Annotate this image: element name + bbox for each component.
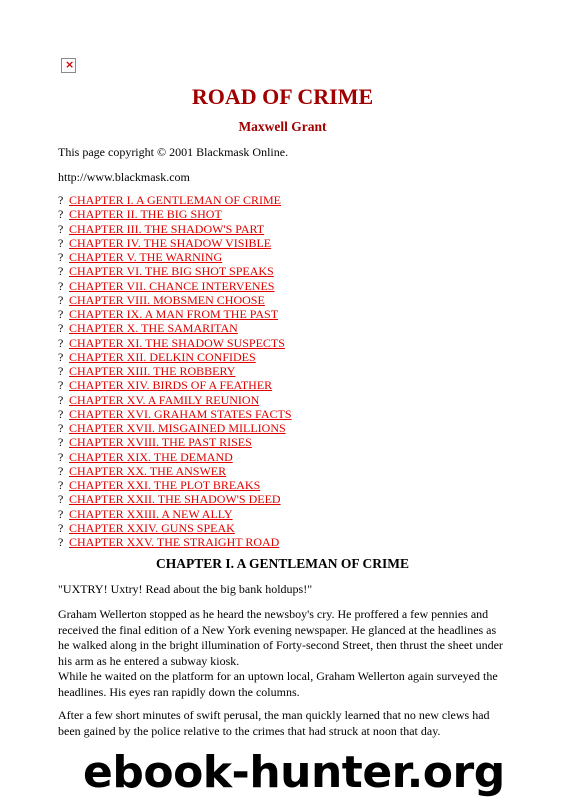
toc-bullet: ? xyxy=(58,264,64,279)
toc-link-chapter-17[interactable]: CHAPTER XVII. MISGAINED MILLIONS xyxy=(69,421,286,435)
toc-bullet: ? xyxy=(58,221,64,236)
source-url: http://www.blackmask.com xyxy=(58,170,190,184)
toc-link-chapter-25[interactable]: CHAPTER XXV. THE STRAIGHT ROAD xyxy=(69,535,280,549)
toc-link-chapter-5[interactable]: CHAPTER V. THE WARNING xyxy=(69,250,223,264)
toc-bullet: ? xyxy=(58,207,64,222)
body-paragraph: After a few short minutes of swift perusal, the man quickly learned that no new clews had been gained by the police relative to the crimes that had struck at noon that day. xyxy=(58,708,490,738)
toc-bullet: ? xyxy=(58,492,64,507)
toc-item xyxy=(58,393,292,407)
toc-bullet: ? xyxy=(58,406,64,421)
toc-link-chapter-11[interactable]: CHAPTER XI. THE SHADOW SUSPECTS xyxy=(69,335,285,350)
chapter-heading: CHAPTER I. A GENTLEMAN OF CRIME xyxy=(155,556,410,571)
toc-item xyxy=(58,521,292,535)
toc-item xyxy=(58,279,292,293)
broken-image-icon xyxy=(61,58,76,73)
toc-item xyxy=(58,364,292,378)
toc-item xyxy=(58,350,292,364)
toc-item xyxy=(58,450,292,464)
toc-bullet: ? xyxy=(58,535,64,549)
body-paragraph: While he waited on the platform for an uptown local, Graham Wellerton again surveyed the headlines. His eyes ran rapidly down the columns. xyxy=(58,669,498,699)
toc-bullet: ? xyxy=(58,278,64,293)
toc-item xyxy=(58,222,292,236)
toc-link-chapter-18[interactable]: CHAPTER XVIII. THE PAST RISES xyxy=(69,435,252,450)
toc-bullet: ? xyxy=(58,235,64,250)
toc-link-chapter-3[interactable]: CHAPTER III. THE SHADOW'S PART xyxy=(69,221,265,236)
toc-item xyxy=(58,464,292,478)
toc-item xyxy=(58,264,292,278)
toc-link-chapter-23[interactable]: CHAPTER XXIII. A NEW ALLY xyxy=(69,506,233,521)
toc-link-chapter-22[interactable]: CHAPTER XXII. THE SHADOW'S DEED xyxy=(69,492,281,507)
toc-item xyxy=(58,236,292,250)
toc-link-chapter-21[interactable]: CHAPTER XXI. THE PLOT BREAKS xyxy=(69,478,261,492)
toc-item xyxy=(58,507,292,521)
toc-bullet: ? xyxy=(58,364,64,378)
toc-item xyxy=(58,321,292,335)
toc-bullet: ? xyxy=(58,520,64,535)
toc-item xyxy=(58,492,292,506)
toc-bullet: ? xyxy=(58,307,64,321)
page-title: ROAD OF CRIME xyxy=(191,84,374,109)
toc-bullet: ? xyxy=(58,193,64,207)
toc-item xyxy=(58,336,292,350)
watermark-text: ebook-hunter.org xyxy=(83,747,505,798)
toc-link-chapter-24[interactable]: CHAPTER XXIV. GUNS SPEAK xyxy=(69,520,235,535)
toc-link-chapter-19[interactable]: CHAPTER XIX. THE DEMAND xyxy=(69,449,233,464)
toc-link-chapter-16[interactable]: CHAPTER XVI. GRAHAM STATES FACTS xyxy=(69,406,292,421)
toc-bullet: ? xyxy=(58,435,64,450)
toc-bullet: ? xyxy=(58,349,64,364)
copyright-notice: This page copyright © 2001 Blackmask Online. xyxy=(58,145,289,159)
toc-item xyxy=(58,535,292,549)
toc-bullet: ? xyxy=(58,378,64,393)
toc-item xyxy=(58,435,292,449)
toc-item xyxy=(58,378,292,392)
toc-item xyxy=(58,293,292,307)
toc-item xyxy=(58,207,292,221)
toc-bullet: ? xyxy=(58,392,64,407)
toc-bullet: ? xyxy=(58,250,64,264)
toc-link-chapter-13[interactable]: CHAPTER XIII. THE ROBBERY xyxy=(69,364,236,378)
toc-bullet: ? xyxy=(58,449,64,464)
toc-link-chapter-1[interactable]: CHAPTER I. A GENTLEMAN OF CRIME xyxy=(69,193,282,207)
toc-item xyxy=(58,250,292,264)
toc-link-chapter-15[interactable]: CHAPTER XV. A FAMILY REUNION xyxy=(69,392,260,407)
toc-link-chapter-2[interactable]: CHAPTER II. THE BIG SHOT xyxy=(69,207,222,222)
toc-bullet: ? xyxy=(58,463,64,478)
toc-item xyxy=(58,407,292,421)
toc-bullet: ? xyxy=(58,321,64,336)
toc-item xyxy=(58,478,292,492)
toc-link-chapter-4[interactable]: CHAPTER IV. THE SHADOW VISIBLE xyxy=(69,235,272,250)
toc-link-chapter-20[interactable]: CHAPTER XX. THE ANSWER xyxy=(69,463,227,478)
toc-link-chapter-10[interactable]: CHAPTER X. THE SAMARITAN xyxy=(69,321,238,336)
toc-bullet: ? xyxy=(58,478,64,492)
body-paragraph: "UXTRY! Uxtry! Read about the big bank holdups!" xyxy=(58,582,313,596)
toc-bullet: ? xyxy=(58,292,64,307)
body-paragraph: Graham Wellerton stopped as he heard the newsboy's cry. He proffered a few pennies and received the final edition of a New York evening newspaper. He glanced at the headlines as he walked along in the bright illumination of Forty-second Street, then thrust the sheet under his arm as he entered a subway kiosk. xyxy=(58,607,503,668)
toc-link-chapter-9[interactable]: CHAPTER IX. A MAN FROM THE PAST xyxy=(69,307,279,321)
table-of-contents xyxy=(58,193,292,549)
toc-link-chapter-12[interactable]: CHAPTER XII. DELKIN CONFIDES xyxy=(69,349,256,364)
toc-link-chapter-8[interactable]: CHAPTER VIII. MOBSMEN CHOOSE xyxy=(69,292,265,307)
toc-link-chapter-7[interactable]: CHAPTER VII. CHANCE INTERVENES xyxy=(69,278,275,293)
toc-item xyxy=(58,307,292,321)
toc-link-chapter-14[interactable]: CHAPTER XIV. BIRDS OF A FEATHER xyxy=(69,378,273,393)
toc-bullet: ? xyxy=(58,421,64,435)
author-name: Maxwell Grant xyxy=(238,119,327,134)
toc-item xyxy=(58,421,292,435)
toc-item xyxy=(58,193,292,207)
toc-bullet: ? xyxy=(58,506,64,521)
toc-link-chapter-6[interactable]: CHAPTER VI. THE BIG SHOT SPEAKS xyxy=(69,264,274,279)
toc-bullet: ? xyxy=(58,335,64,350)
